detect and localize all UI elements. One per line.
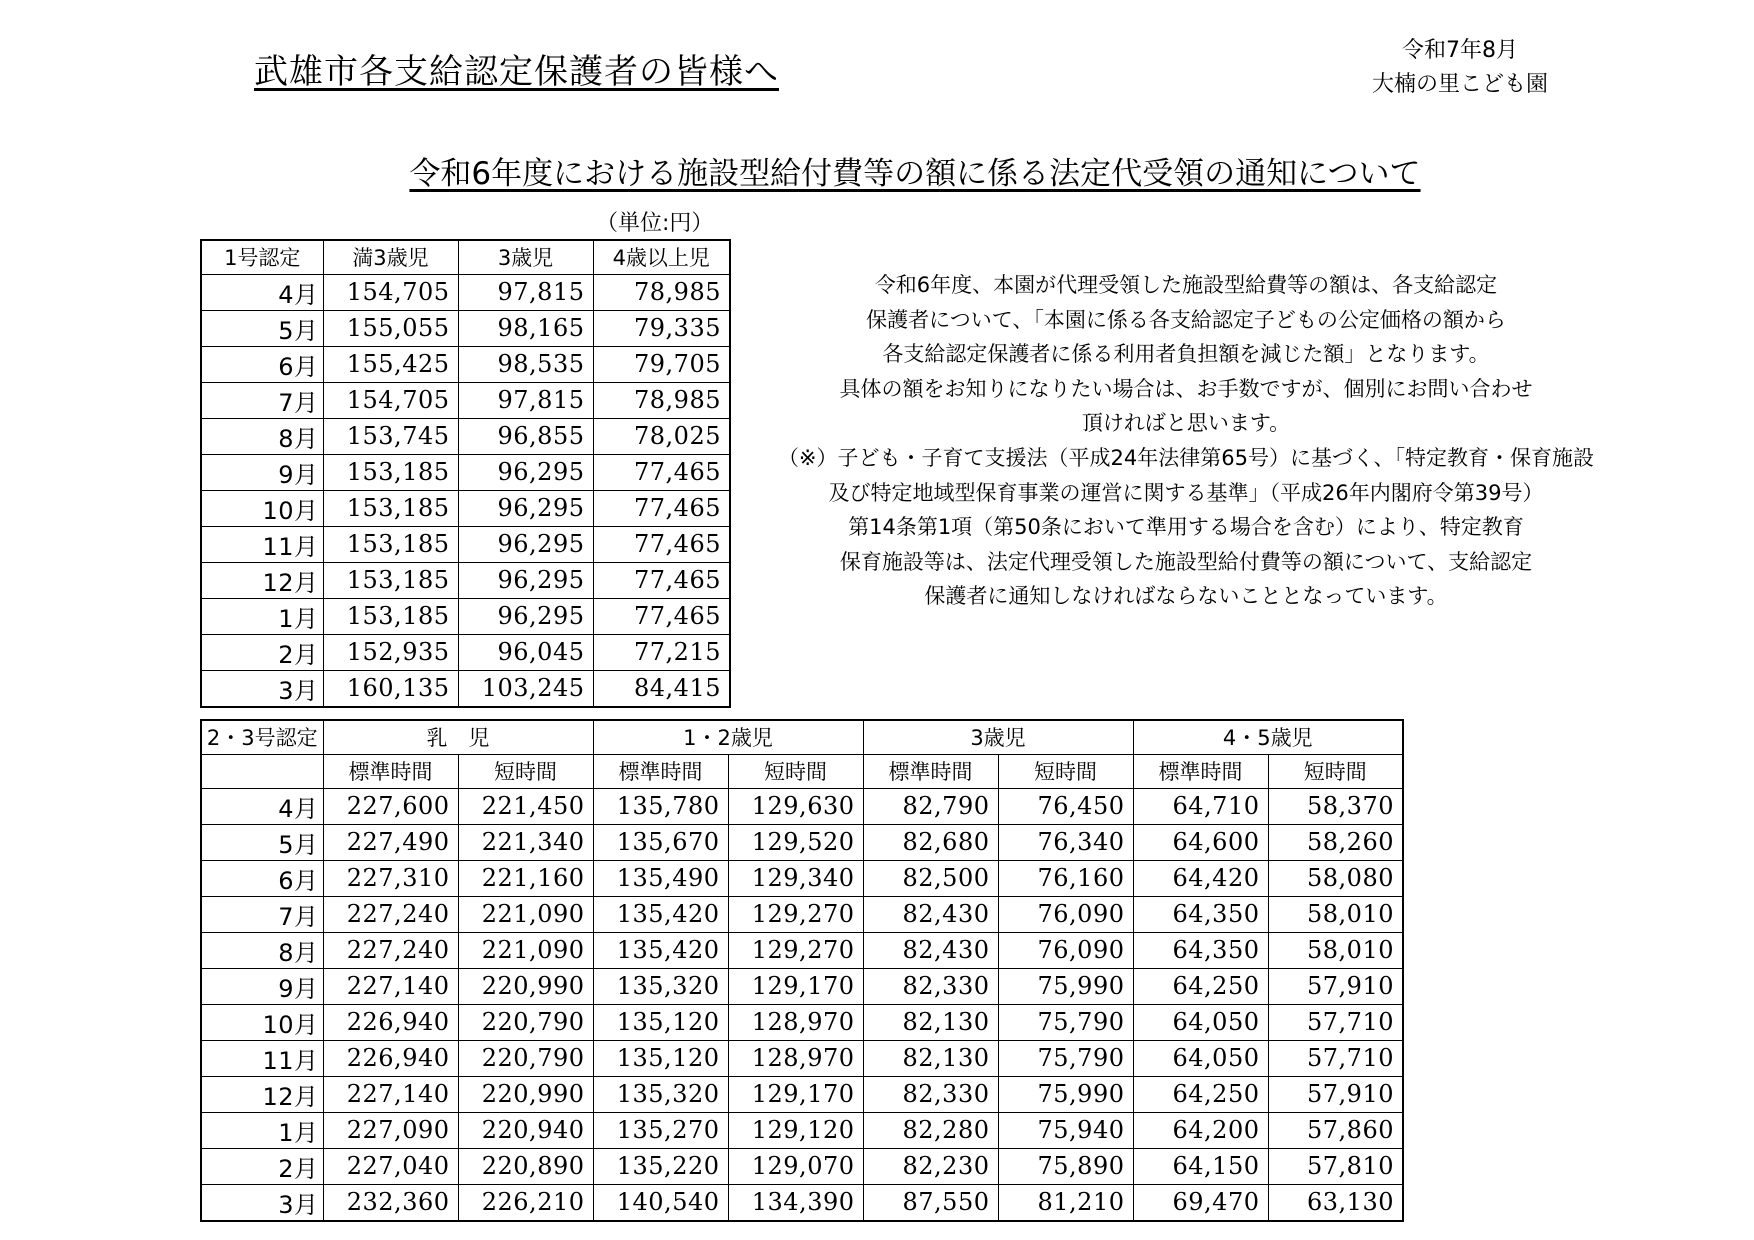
amount-cell: 75,990 bbox=[998, 1076, 1133, 1112]
month-cell: 8月 bbox=[201, 932, 323, 968]
amount-cell: 135,320 bbox=[593, 968, 728, 1004]
amount-cell: 98,165 bbox=[458, 310, 593, 346]
amount-cell: 221,450 bbox=[458, 788, 593, 824]
amount-cell: 221,090 bbox=[458, 896, 593, 932]
notice-line: 保護者に通知しなければならないこととなっています。 bbox=[924, 584, 1448, 609]
table-row bbox=[201, 382, 730, 418]
amount-cell: 64,050 bbox=[1133, 1040, 1268, 1076]
amount-cell: 128,970 bbox=[728, 1040, 863, 1076]
month-cell: 3月 bbox=[201, 670, 323, 707]
sub-header: 標準時間 bbox=[323, 754, 458, 788]
amount-cell: 129,120 bbox=[728, 1112, 863, 1148]
amount-cell: 135,420 bbox=[593, 932, 728, 968]
amount-cell: 82,790 bbox=[863, 788, 998, 824]
amount-cell: 84,415 bbox=[593, 670, 730, 707]
amount-cell: 76,090 bbox=[998, 896, 1133, 932]
amount-cell: 129,520 bbox=[728, 824, 863, 860]
amount-cell: 153,185 bbox=[323, 490, 458, 526]
column-header: 3歳児 bbox=[458, 240, 593, 274]
month-cell: 12月 bbox=[201, 562, 323, 598]
amount-cell: 129,630 bbox=[728, 788, 863, 824]
amount-cell: 82,330 bbox=[863, 1076, 998, 1112]
sub-header-row bbox=[201, 754, 1403, 788]
amount-cell: 82,500 bbox=[863, 860, 998, 896]
table-body bbox=[201, 788, 1403, 1221]
amount-cell: 57,910 bbox=[1268, 1076, 1403, 1112]
amount-cell: 57,910 bbox=[1268, 968, 1403, 1004]
amount-cell: 77,465 bbox=[593, 526, 730, 562]
amount-cell: 75,940 bbox=[998, 1112, 1133, 1148]
sub-header: 短時間 bbox=[728, 754, 863, 788]
amount-cell: 220,790 bbox=[458, 1040, 593, 1076]
notice-line: 保育施設等は、法定代理受領した施設型給付費等の額について、支給認定 bbox=[839, 549, 1533, 574]
table-row bbox=[201, 346, 730, 382]
month-cell: 6月 bbox=[201, 346, 323, 382]
amount-cell: 78,985 bbox=[593, 274, 730, 310]
amount-cell: 77,465 bbox=[593, 562, 730, 598]
notice-line: 及び特定地域型保育事業の運営に関する基準」（平成26年内閣府令第39号） bbox=[828, 480, 1544, 505]
table-row bbox=[201, 1112, 1403, 1148]
amount-cell: 96,045 bbox=[458, 634, 593, 670]
month-cell: 2月 bbox=[201, 634, 323, 670]
amount-cell: 87,550 bbox=[863, 1184, 998, 1221]
table-row bbox=[201, 1148, 1403, 1184]
amount-cell: 129,270 bbox=[728, 896, 863, 932]
empty-header-cell bbox=[201, 754, 323, 788]
sub-header: 標準時間 bbox=[593, 754, 728, 788]
table-row bbox=[201, 418, 730, 454]
table-row bbox=[201, 1004, 1403, 1040]
issuer-name: 大楠の里こども園 bbox=[1371, 72, 1548, 97]
amount-cell: 64,050 bbox=[1133, 1004, 1268, 1040]
table-row bbox=[201, 932, 1403, 968]
amount-cell: 103,245 bbox=[458, 670, 593, 707]
amount-cell: 227,140 bbox=[323, 1076, 458, 1112]
amount-cell: 135,670 bbox=[593, 824, 728, 860]
amount-cell: 75,990 bbox=[998, 968, 1133, 1004]
amount-cell: 96,295 bbox=[458, 562, 593, 598]
month-cell: 6月 bbox=[201, 860, 323, 896]
amount-cell: 82,230 bbox=[863, 1148, 998, 1184]
group-header-infant: 乳 児 bbox=[323, 720, 593, 754]
group-header-age4-5: 4・5歳児 bbox=[1133, 720, 1403, 754]
table-row bbox=[201, 824, 1403, 860]
amount-cell: 153,745 bbox=[323, 418, 458, 454]
amount-cell: 135,120 bbox=[593, 1004, 728, 1040]
notice-line: 令和6年度、本園が代理受領した施設型給費等の額は、各支給認定 bbox=[874, 273, 1498, 297]
amount-cell: 82,680 bbox=[863, 824, 998, 860]
month-cell: 11月 bbox=[201, 1040, 323, 1076]
month-cell: 11月 bbox=[201, 526, 323, 562]
notice-line: 保護者について、「本園に係る各支給認定子どもの公定価格の額から bbox=[866, 307, 1506, 332]
amount-cell: 77,215 bbox=[593, 634, 730, 670]
amount-cell: 226,210 bbox=[458, 1184, 593, 1221]
month-cell: 12月 bbox=[201, 1076, 323, 1112]
amount-cell: 81,210 bbox=[998, 1184, 1133, 1221]
column-header: 1号認定 bbox=[201, 240, 323, 274]
amount-cell: 97,815 bbox=[458, 274, 593, 310]
amount-cell: 64,200 bbox=[1133, 1112, 1268, 1148]
table-row bbox=[201, 454, 730, 490]
amount-cell: 153,185 bbox=[323, 454, 458, 490]
amount-cell: 227,310 bbox=[323, 860, 458, 896]
issuer-block bbox=[1330, 34, 1590, 102]
amount-cell: 129,340 bbox=[728, 860, 863, 896]
table-row bbox=[201, 896, 1403, 932]
month-cell: 9月 bbox=[201, 968, 323, 1004]
group-header-age1-2: 1・2歳児 bbox=[593, 720, 863, 754]
amount-cell: 58,260 bbox=[1268, 824, 1403, 860]
amount-cell: 220,990 bbox=[458, 1076, 593, 1112]
amount-cell: 82,130 bbox=[863, 1004, 998, 1040]
notice-text bbox=[736, 268, 1636, 614]
amount-cell: 129,070 bbox=[728, 1148, 863, 1184]
table-row bbox=[201, 1076, 1403, 1112]
amount-cell: 57,710 bbox=[1268, 1040, 1403, 1076]
amount-cell: 76,340 bbox=[998, 824, 1133, 860]
amount-cell: 154,705 bbox=[323, 382, 458, 418]
amount-cell: 82,430 bbox=[863, 896, 998, 932]
amount-cell: 64,250 bbox=[1133, 968, 1268, 1004]
month-cell: 4月 bbox=[201, 274, 323, 310]
amount-cell: 227,140 bbox=[323, 968, 458, 1004]
amount-cell: 82,430 bbox=[863, 932, 998, 968]
table-header-row bbox=[201, 240, 730, 274]
sub-header: 短時間 bbox=[998, 754, 1133, 788]
table-row bbox=[201, 670, 730, 707]
amount-cell: 152,935 bbox=[323, 634, 458, 670]
amount-cell: 69,470 bbox=[1133, 1184, 1268, 1221]
amount-cell: 155,055 bbox=[323, 310, 458, 346]
amount-cell: 77,465 bbox=[593, 454, 730, 490]
amount-cell: 98,535 bbox=[458, 346, 593, 382]
table-row bbox=[201, 860, 1403, 896]
amount-cell: 78,985 bbox=[593, 382, 730, 418]
amount-cell: 129,270 bbox=[728, 932, 863, 968]
notice-line: 頂ければと思います。 bbox=[1081, 411, 1291, 436]
amount-cell: 96,295 bbox=[458, 526, 593, 562]
amount-cell: 227,490 bbox=[323, 824, 458, 860]
amount-cell: 135,120 bbox=[593, 1040, 728, 1076]
month-cell: 10月 bbox=[201, 490, 323, 526]
month-cell: 2月 bbox=[201, 1148, 323, 1184]
month-cell: 3月 bbox=[201, 1184, 323, 1221]
amount-cell: 64,150 bbox=[1133, 1148, 1268, 1184]
amount-cell: 153,185 bbox=[323, 598, 458, 634]
table-row bbox=[201, 968, 1403, 1004]
amount-cell: 76,450 bbox=[998, 788, 1133, 824]
sub-header: 標準時間 bbox=[1133, 754, 1268, 788]
amount-cell: 221,340 bbox=[458, 824, 593, 860]
unit-label: （単位:円） bbox=[596, 211, 714, 236]
amount-cell: 154,705 bbox=[323, 274, 458, 310]
month-cell: 8月 bbox=[201, 418, 323, 454]
amount-cell: 79,705 bbox=[593, 346, 730, 382]
amount-cell: 226,940 bbox=[323, 1004, 458, 1040]
amount-cell: 64,250 bbox=[1133, 1076, 1268, 1112]
amount-cell: 135,320 bbox=[593, 1076, 728, 1112]
table-row bbox=[201, 490, 730, 526]
notice-line: （※）子ども・子育て支援法（平成24年法律第65号）に基づく、「特定教育・保育施設 bbox=[777, 445, 1595, 470]
amount-cell: 63,130 bbox=[1268, 1184, 1403, 1221]
notice-line: 具体の額をお知りになりたい場合は、お手数ですが、個別にお問い合わせ bbox=[839, 376, 1533, 401]
amount-cell: 96,295 bbox=[458, 598, 593, 634]
group-header-row bbox=[201, 720, 1403, 754]
table-row bbox=[201, 1184, 1403, 1221]
table-row bbox=[201, 788, 1403, 824]
amount-cell: 153,185 bbox=[323, 562, 458, 598]
amount-cell: 221,090 bbox=[458, 932, 593, 968]
month-cell: 5月 bbox=[201, 310, 323, 346]
amount-cell: 82,130 bbox=[863, 1040, 998, 1076]
amount-cell: 64,350 bbox=[1133, 896, 1268, 932]
notice-line: 第14条第1項（第50条において準用する場合を含む）により、特定教育 bbox=[848, 515, 1524, 540]
amount-cell: 77,465 bbox=[593, 598, 730, 634]
amount-cell: 96,295 bbox=[458, 490, 593, 526]
amount-cell: 96,295 bbox=[458, 454, 593, 490]
column-header: 満3歳児 bbox=[323, 240, 458, 274]
amount-cell: 76,090 bbox=[998, 932, 1133, 968]
sub-header: 標準時間 bbox=[863, 754, 998, 788]
amount-cell: 220,940 bbox=[458, 1112, 593, 1148]
amount-cell: 227,240 bbox=[323, 896, 458, 932]
month-cell: 9月 bbox=[201, 454, 323, 490]
amount-cell: 220,790 bbox=[458, 1004, 593, 1040]
document-title: 令和6年度における施設型給付費等の額に係る法定代受領の通知について bbox=[409, 156, 1421, 192]
month-cell: 5月 bbox=[201, 824, 323, 860]
amount-cell: 58,010 bbox=[1268, 932, 1403, 968]
amount-cell: 227,240 bbox=[323, 932, 458, 968]
month-cell: 10月 bbox=[201, 1004, 323, 1040]
amount-cell: 96,855 bbox=[458, 418, 593, 454]
amount-cell: 64,350 bbox=[1133, 932, 1268, 968]
amount-cell: 227,090 bbox=[323, 1112, 458, 1148]
amount-cell: 135,420 bbox=[593, 896, 728, 932]
table-row bbox=[201, 562, 730, 598]
amount-cell: 155,425 bbox=[323, 346, 458, 382]
amount-cell: 75,890 bbox=[998, 1148, 1133, 1184]
amount-cell: 220,990 bbox=[458, 968, 593, 1004]
amount-cell: 97,815 bbox=[458, 382, 593, 418]
amount-cell: 75,790 bbox=[998, 1004, 1133, 1040]
type1-certification-table bbox=[200, 239, 731, 708]
amount-cell: 134,390 bbox=[728, 1184, 863, 1221]
amount-cell: 135,780 bbox=[593, 788, 728, 824]
amount-cell: 160,135 bbox=[323, 670, 458, 707]
amount-cell: 64,600 bbox=[1133, 824, 1268, 860]
amount-cell: 135,270 bbox=[593, 1112, 728, 1148]
month-cell: 4月 bbox=[201, 788, 323, 824]
table-body bbox=[201, 274, 730, 707]
table-row bbox=[201, 310, 730, 346]
amount-cell: 129,170 bbox=[728, 968, 863, 1004]
sub-header: 短時間 bbox=[1268, 754, 1403, 788]
amount-cell: 135,220 bbox=[593, 1148, 728, 1184]
amount-cell: 82,280 bbox=[863, 1112, 998, 1148]
month-cell: 7月 bbox=[201, 896, 323, 932]
amount-cell: 82,330 bbox=[863, 968, 998, 1004]
table-row bbox=[201, 526, 730, 562]
amount-cell: 135,490 bbox=[593, 860, 728, 896]
table-row bbox=[201, 634, 730, 670]
month-cell: 1月 bbox=[201, 1112, 323, 1148]
group-header-age3: 3歳児 bbox=[863, 720, 1133, 754]
notice-line: 各支給認定保護者に係る利用者負担額を減じた額」となります。 bbox=[882, 342, 1490, 367]
amount-cell: 58,010 bbox=[1268, 896, 1403, 932]
month-cell: 1月 bbox=[201, 598, 323, 634]
type2-3-certification-table bbox=[200, 719, 1404, 1222]
table-row bbox=[201, 598, 730, 634]
amount-cell: 221,160 bbox=[458, 860, 593, 896]
amount-cell: 140,540 bbox=[593, 1184, 728, 1221]
corner-header: 2・3号認定 bbox=[201, 720, 323, 754]
amount-cell: 226,940 bbox=[323, 1040, 458, 1076]
amount-cell: 58,080 bbox=[1268, 860, 1403, 896]
issue-date: 令和7年8月 bbox=[1402, 38, 1518, 63]
month-cell: 7月 bbox=[201, 382, 323, 418]
amount-cell: 153,185 bbox=[323, 526, 458, 562]
amount-cell: 57,860 bbox=[1268, 1112, 1403, 1148]
amount-cell: 129,170 bbox=[728, 1076, 863, 1112]
amount-cell: 128,970 bbox=[728, 1004, 863, 1040]
amount-cell: 79,335 bbox=[593, 310, 730, 346]
amount-cell: 57,810 bbox=[1268, 1148, 1403, 1184]
amount-cell: 76,160 bbox=[998, 860, 1133, 896]
amount-cell: 75,790 bbox=[998, 1040, 1133, 1076]
sub-header: 短時間 bbox=[458, 754, 593, 788]
amount-cell: 232,360 bbox=[323, 1184, 458, 1221]
amount-cell: 57,710 bbox=[1268, 1004, 1403, 1040]
table-row bbox=[201, 274, 730, 310]
table-row bbox=[201, 1040, 1403, 1076]
column-header: 4歳以上児 bbox=[593, 240, 730, 274]
amount-cell: 64,420 bbox=[1133, 860, 1268, 896]
amount-cell: 77,465 bbox=[593, 490, 730, 526]
amount-cell: 227,600 bbox=[323, 788, 458, 824]
amount-cell: 58,370 bbox=[1268, 788, 1403, 824]
amount-cell: 64,710 bbox=[1133, 788, 1268, 824]
amount-cell: 78,025 bbox=[593, 418, 730, 454]
amount-cell: 227,040 bbox=[323, 1148, 458, 1184]
addressee-heading: 武雄市各支給認定保護者の皆様へ bbox=[254, 52, 779, 92]
amount-cell: 220,890 bbox=[458, 1148, 593, 1184]
